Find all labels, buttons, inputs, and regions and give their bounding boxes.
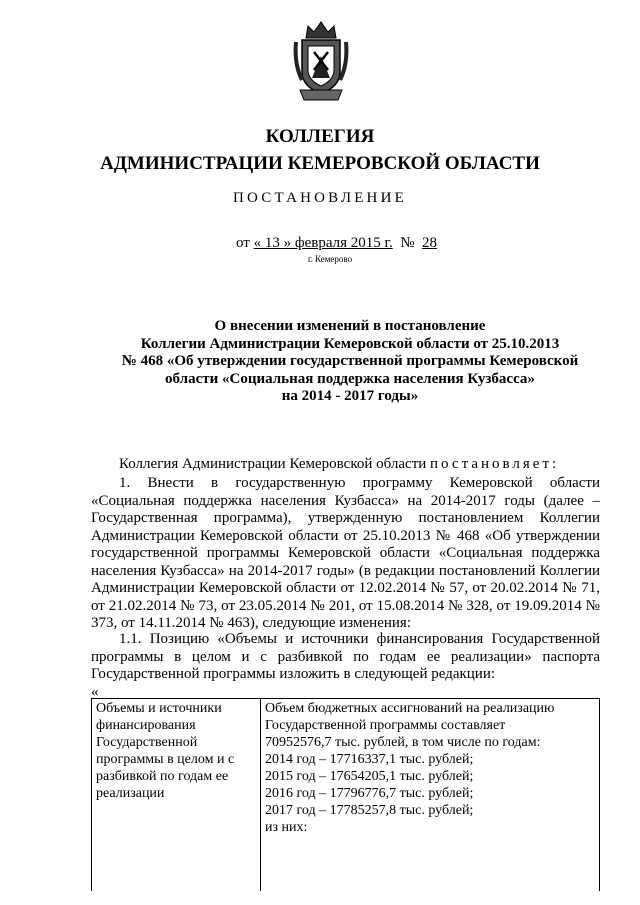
date-day: « 13 » февраля 2015 г. (253, 235, 393, 251)
table-line: 2014 год – 17716337,1 тыс. рублей; (265, 752, 474, 767)
subject-line: на 2014 - 2017 годы» (281, 388, 419, 404)
document-subject (100, 318, 600, 406)
table-row (92, 699, 600, 892)
number-sign: № (400, 235, 415, 251)
item-1-paragraph: 1. Внести в государственную программу Кемеровской области «Социальная поддержка населения Кузбасса» на 2014-2017 годы (далее – Государственная программа), утвержденную постановлением Коллегии Администрации Кемеровской области от 25.10.2013 № 468 «Об утверждении государственной программы Кемеровской области «Социальная поддержка населения Кузбасса» на 2014-2017 годы» (в редакции постановлений Коллегии Администрации Кемеровской области от 12.02.2014 № 57, от 20.02.2014 № 71, от 21.02.2014 № 73, от 23.05.2014 № 201, от 15.08.2014 № 328, от 19.09.2014 № 373, от 14.11.2014 № 463), следующие изменения: (91, 475, 600, 631)
table-line: 2017 год – 17785257,8 тыс. рублей; (265, 803, 474, 818)
subject-line: О внесении изменений в постановление (214, 318, 486, 334)
resolves-word: постановляет: (430, 456, 560, 472)
document-kind: ПОСТАНОВЛЕНИЕ (233, 190, 407, 206)
city: г. Кемерово (307, 254, 353, 264)
financing-table (91, 698, 600, 891)
title-line-1: КОЛЛЕГИЯ (265, 126, 375, 147)
intro-paragraph: Коллегия Администрации Кемеровской области постановляет: (119, 456, 560, 472)
date-prefix: от (236, 235, 250, 251)
table-line: 2015 год – 17654205,1 тыс. рублей; (265, 769, 474, 784)
subject-line: области «Социальная поддержка населения Кузбасса» (165, 370, 535, 387)
table-line: Объем бюджетных ассигнований на реализацию (265, 701, 555, 716)
subject-line: № 468 «Об утверждении государственной программы Кемеровской (121, 353, 579, 369)
title-line-2: АДМИНИСТРАЦИИ КЕМЕРОВСКОЙ ОБЛАСТИ (100, 153, 540, 174)
table-line: Государственной программы составляет (265, 718, 506, 733)
date-line (236, 235, 437, 252)
coat-of-arms-icon (292, 20, 350, 104)
table-line: из них: (265, 820, 308, 835)
table-cell-label: Объемы и источники финансирования Государственной программы в целом и с разбивкой по годам ее реализации (92, 699, 261, 892)
table-line: 2016 год – 17796776,7 тыс. рублей; (265, 786, 474, 801)
table-line: 70952576,7 тыс. рублей, в том числе по годам: (265, 735, 541, 750)
item-1-1-paragraph: 1.1. Позицию «Объемы и источники финансирования Государственной программы в целом и с разбивкой по годам ее реализации» паспорта Государственной программы изложить в следующей редакции: (91, 631, 600, 682)
subject-line: Коллегии Администрации Кемеровской области от 25.10.2013 (140, 335, 560, 352)
quote-mark: « (91, 684, 99, 700)
table-cell-values (261, 699, 600, 892)
document-number: 28 (422, 235, 438, 251)
